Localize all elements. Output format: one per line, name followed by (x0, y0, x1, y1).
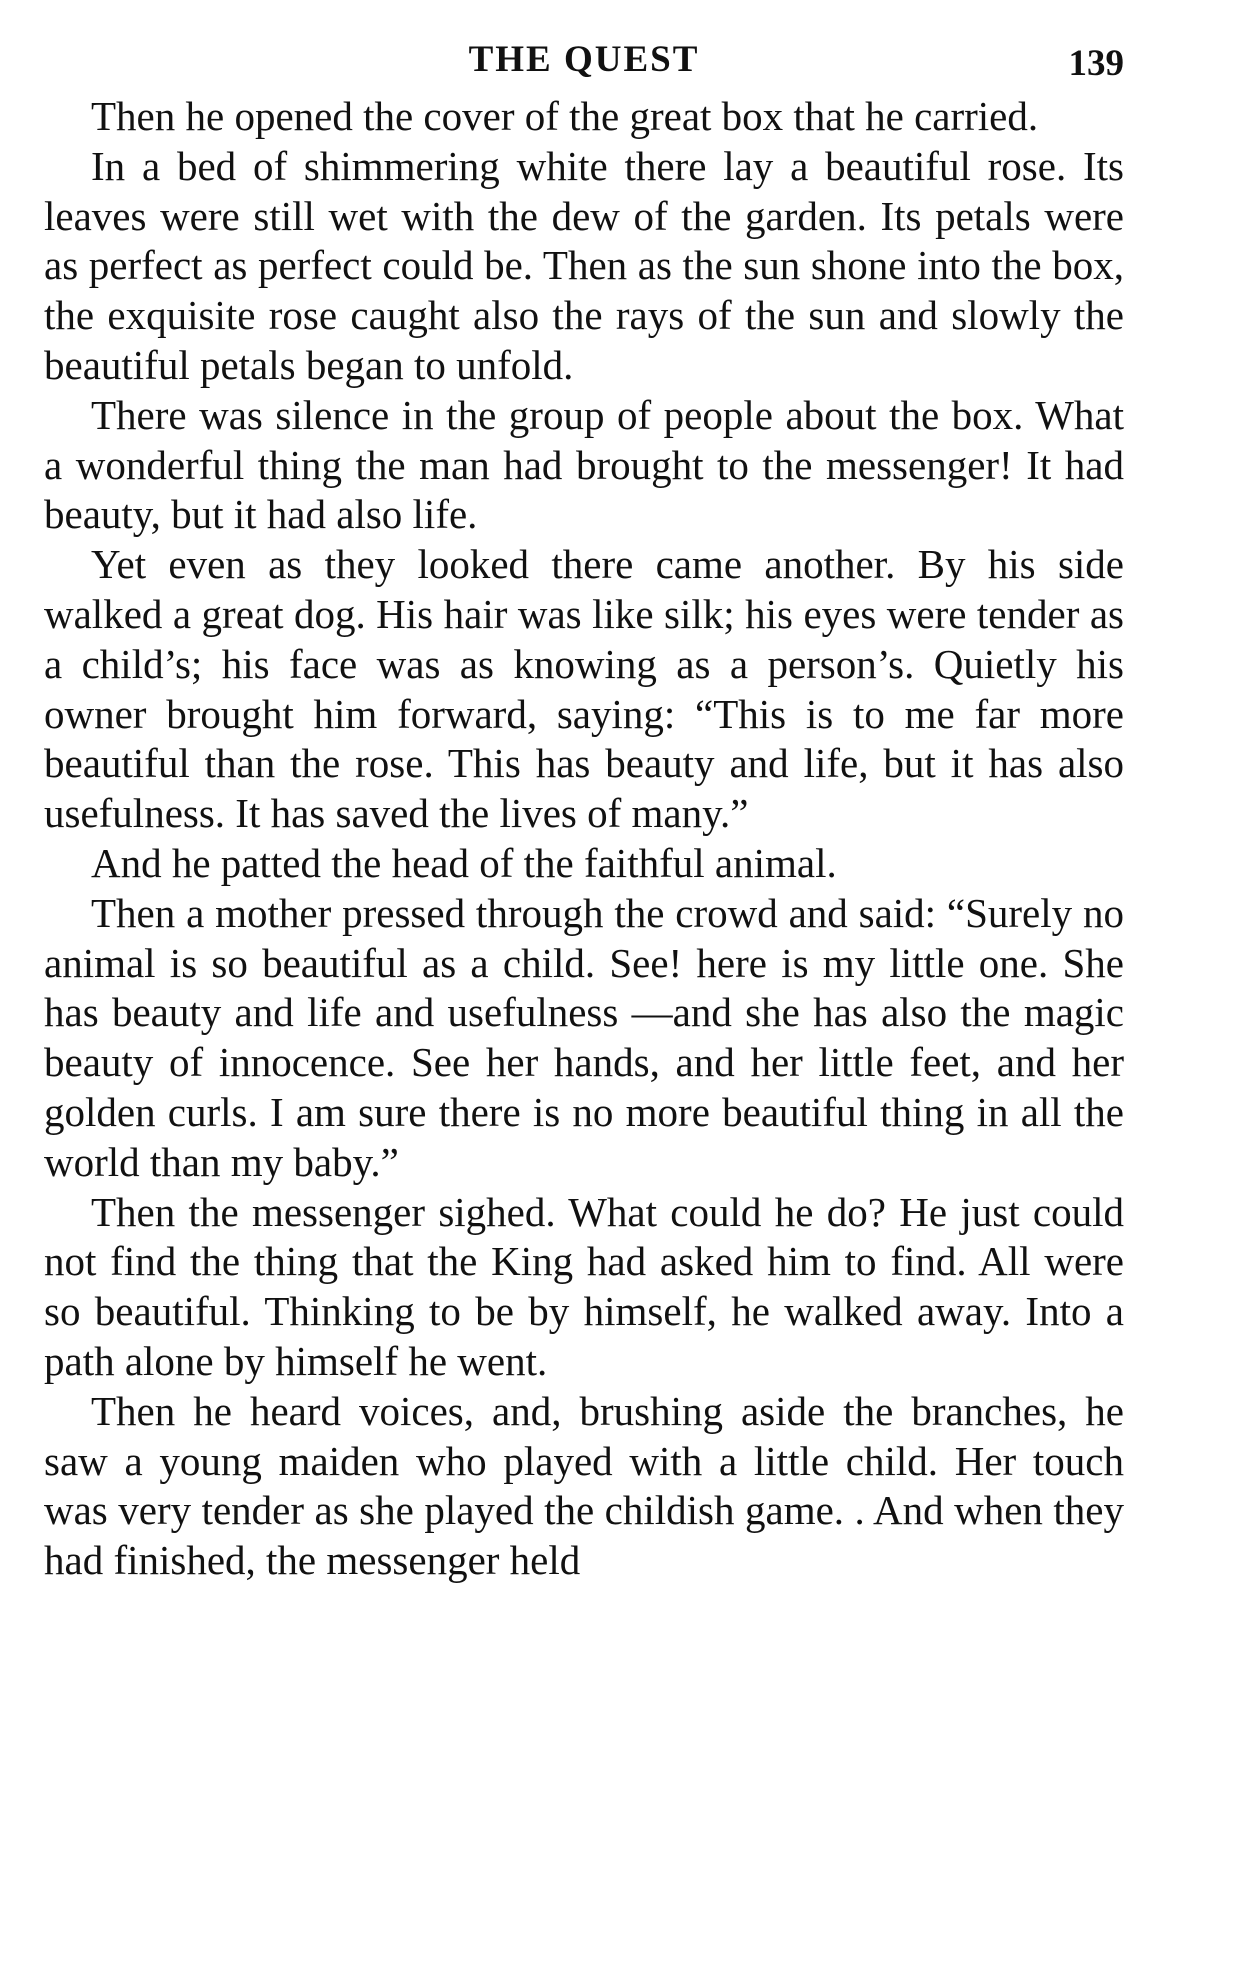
body-text (44, 92, 1124, 1586)
running-title: THE QUEST (468, 39, 700, 80)
paragraph-5: And he patted the head of the faithful animal. (91, 839, 837, 886)
paragraph-3: There was silence in the group of people about the box. What a wonderful thing the man had brought to the messenger! It had beauty, but it had also life. (44, 391, 1124, 538)
page-number: 139 (1068, 43, 1124, 84)
paragraph-6: Then a mother pressed through the crowd and said: “Surely no animal is so beautiful as a child. See! here is my little one. She has beauty and life and usefulness —and she has also the magic beauty of innocence. See her hands, and her little feet, and her golden curls. I am sure there is no more beautiful thing in all the world than my baby.” (44, 889, 1124, 1185)
running-head (44, 30, 1124, 90)
paragraph-2: In a bed of shimmering white there lay a beautiful rose. Its leaves were still wet with the dew of the garden. Its petals were as perfect as perfect could be. Then as the sun shone into the box, the exquisite rose caught also the rays of the sun and slowly the beautiful petals began to unfold. (44, 142, 1124, 388)
paragraph-7: Then the messenger sighed. What could he do? He just could not find the thing that the King had asked him to find. All were so beautiful. Thinking to be by himself, he walked away. Into a path alone by himself he went. (44, 1188, 1124, 1384)
paragraph-8: Then he heard voices, and, brushing aside the branches, he saw a young maiden who played with a little child. Her touch was very tender as she played the childish game. . And when they had finished, the messenger held (44, 1387, 1124, 1584)
paragraph-1: Then he opened the cover of the great box that he carried. (91, 93, 1039, 139)
book-page (44, 30, 1124, 1586)
paragraph-4: Yet even as they looked there came another. By his side walked a great dog. His hair was like silk; his eyes were tender as a child’s; his face was as knowing as a person’s. Quietly his owner brought him forward, saying: “This is to me far more beautiful than the rose. This has beauty and life, but it has also usefulness. It has saved the lives of many.” (44, 541, 1124, 837)
